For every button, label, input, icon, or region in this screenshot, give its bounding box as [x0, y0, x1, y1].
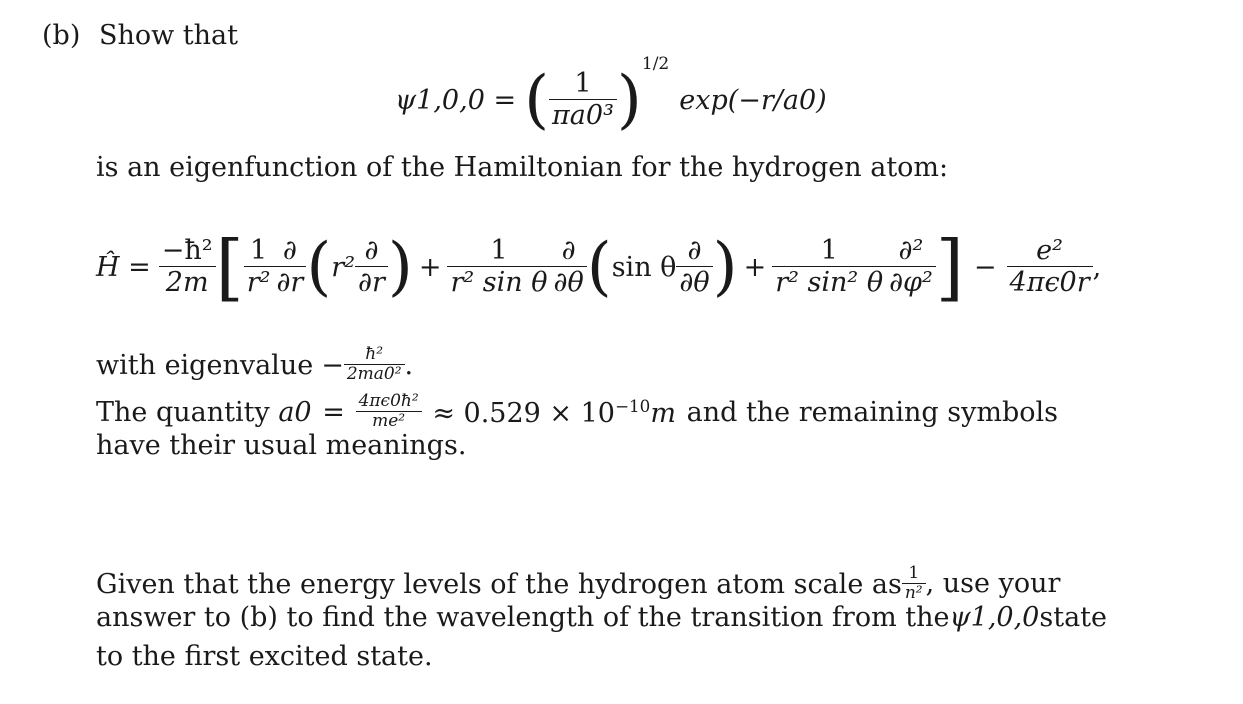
- right-paren: ): [616, 63, 642, 137]
- coulomb-num: e²: [1036, 235, 1063, 267]
- term2-den: r² sin θ: [447, 266, 550, 298]
- d-dr-frac-2: [355, 236, 388, 298]
- paren-open-2: (: [586, 230, 612, 304]
- quantity-eq: =: [322, 396, 345, 428]
- psi-fraction: [549, 69, 617, 131]
- eigenvalue-frac: [344, 345, 405, 384]
- quantity-text-end: and the remaining symbols: [686, 396, 1058, 428]
- eigenvalue-den: 2ma0²: [344, 364, 405, 385]
- left-bracket: [: [215, 225, 244, 309]
- question-text-2: answer to (b) to find the wavelength of the transition from the: [96, 602, 950, 633]
- quantity-line: [96, 390, 1058, 434]
- comma: ,: [1092, 251, 1102, 283]
- eigenvalue-minus: −: [321, 349, 344, 381]
- eigenvalue-period: .: [404, 349, 414, 381]
- paren-close-2: ): [712, 230, 738, 304]
- question-text-1-end: , use your: [925, 568, 1061, 600]
- question-line-1: [96, 562, 1061, 606]
- plus-1: +: [418, 251, 442, 283]
- n-frac: [902, 564, 926, 603]
- quantity-left: [96, 397, 312, 428]
- psi-frac-den: πa0³: [549, 99, 617, 131]
- psi-lhs: ψ1,0,0 =: [395, 84, 517, 116]
- approx-value: [432, 396, 676, 429]
- left-paren: (: [524, 63, 550, 137]
- a0-symbol: a0: [278, 396, 312, 428]
- plus-2: +: [743, 251, 767, 283]
- term3-frac: [772, 236, 886, 298]
- minus-sign: −: [973, 251, 997, 283]
- coulomb-frac: [1007, 236, 1093, 298]
- question-line-2: [96, 602, 1107, 633]
- d-dtheta-frac-2: [676, 236, 712, 298]
- approx-text: ≈ 0.529 × 10: [432, 397, 615, 429]
- unit: m: [650, 397, 676, 429]
- hamiltonian-lhs: Ĥ =: [96, 251, 151, 283]
- part-heading: [42, 20, 238, 51]
- psi-state: ψ1,0,0: [949, 602, 1040, 633]
- term1-num: 1: [249, 235, 268, 267]
- paren-close-1: ): [387, 230, 413, 304]
- n-frac-num: 1: [908, 563, 920, 584]
- paren-open-1: (: [306, 230, 332, 304]
- n-frac-den: n²: [902, 583, 926, 604]
- quantity-text: The quantity: [96, 396, 270, 428]
- d2-dphi2-frac: [886, 236, 936, 298]
- psi-frac-num: 1: [574, 68, 592, 100]
- term2-frac: [447, 236, 550, 298]
- term3-num: 1: [820, 235, 838, 267]
- a0-den: me²: [356, 411, 422, 432]
- d-dr-frac: [273, 236, 306, 298]
- psi-power: 1/2: [641, 54, 670, 74]
- d-dr-num: ∂: [282, 235, 297, 267]
- d-dr-den-2: ∂r: [355, 266, 388, 298]
- d-dtheta-den-2: ∂θ: [676, 266, 712, 298]
- d-dr-num-2: ∂: [364, 235, 379, 267]
- d-dtheta-num: ∂: [561, 235, 576, 267]
- d-dr-den: ∂r: [273, 266, 306, 298]
- term1-frac: [244, 236, 274, 298]
- a0-num: 4πϵ0ħ²: [358, 391, 419, 412]
- prefactor-den: 2m: [159, 266, 216, 298]
- sin-theta: sin θ: [611, 251, 677, 283]
- a0-frac: [356, 392, 422, 431]
- eigenvalue-text: with eigenvalue: [96, 349, 314, 381]
- psi-equation: [395, 54, 827, 142]
- d2-den: ∂φ²: [886, 266, 936, 298]
- term2-num: 1: [490, 235, 508, 267]
- show-that-text: Show that: [98, 20, 238, 51]
- d-dtheta-num-2: ∂: [687, 235, 702, 267]
- prefactor-num: −ħ²: [161, 235, 213, 267]
- hamiltonian-equation: [96, 212, 1101, 322]
- psi-rhs: exp(−r/a0): [679, 84, 827, 116]
- term3-den: r² sin² θ: [772, 266, 886, 298]
- quantity-line-2: have their usual meanings.: [96, 430, 467, 461]
- coulomb-den: 4πϵ0r: [1007, 266, 1093, 298]
- question-line-3: to the first excited state.: [96, 641, 433, 672]
- d2-num: ∂²: [898, 235, 924, 267]
- eigenfunction-line: is an eigenfunction of the Hamiltonian for the hydrogen atom:: [96, 152, 949, 183]
- d-dtheta-frac: [551, 236, 587, 298]
- prefactor: [159, 236, 216, 298]
- question-text-1: Given that the energy levels of the hydrogen atom scale as: [96, 568, 902, 600]
- d-dtheta-den: ∂θ: [551, 266, 587, 298]
- eigenvalue-num: ħ²: [365, 344, 384, 365]
- r-squared: r²: [331, 251, 356, 283]
- term1-den: r²: [244, 266, 274, 298]
- part-label: (b): [42, 20, 81, 51]
- eigenvalue-line: [96, 340, 413, 390]
- right-bracket: ]: [935, 225, 964, 309]
- question-text-2-end: state: [1039, 602, 1107, 633]
- question-line1-end: [902, 564, 1061, 603]
- exponent: −10: [614, 395, 651, 416]
